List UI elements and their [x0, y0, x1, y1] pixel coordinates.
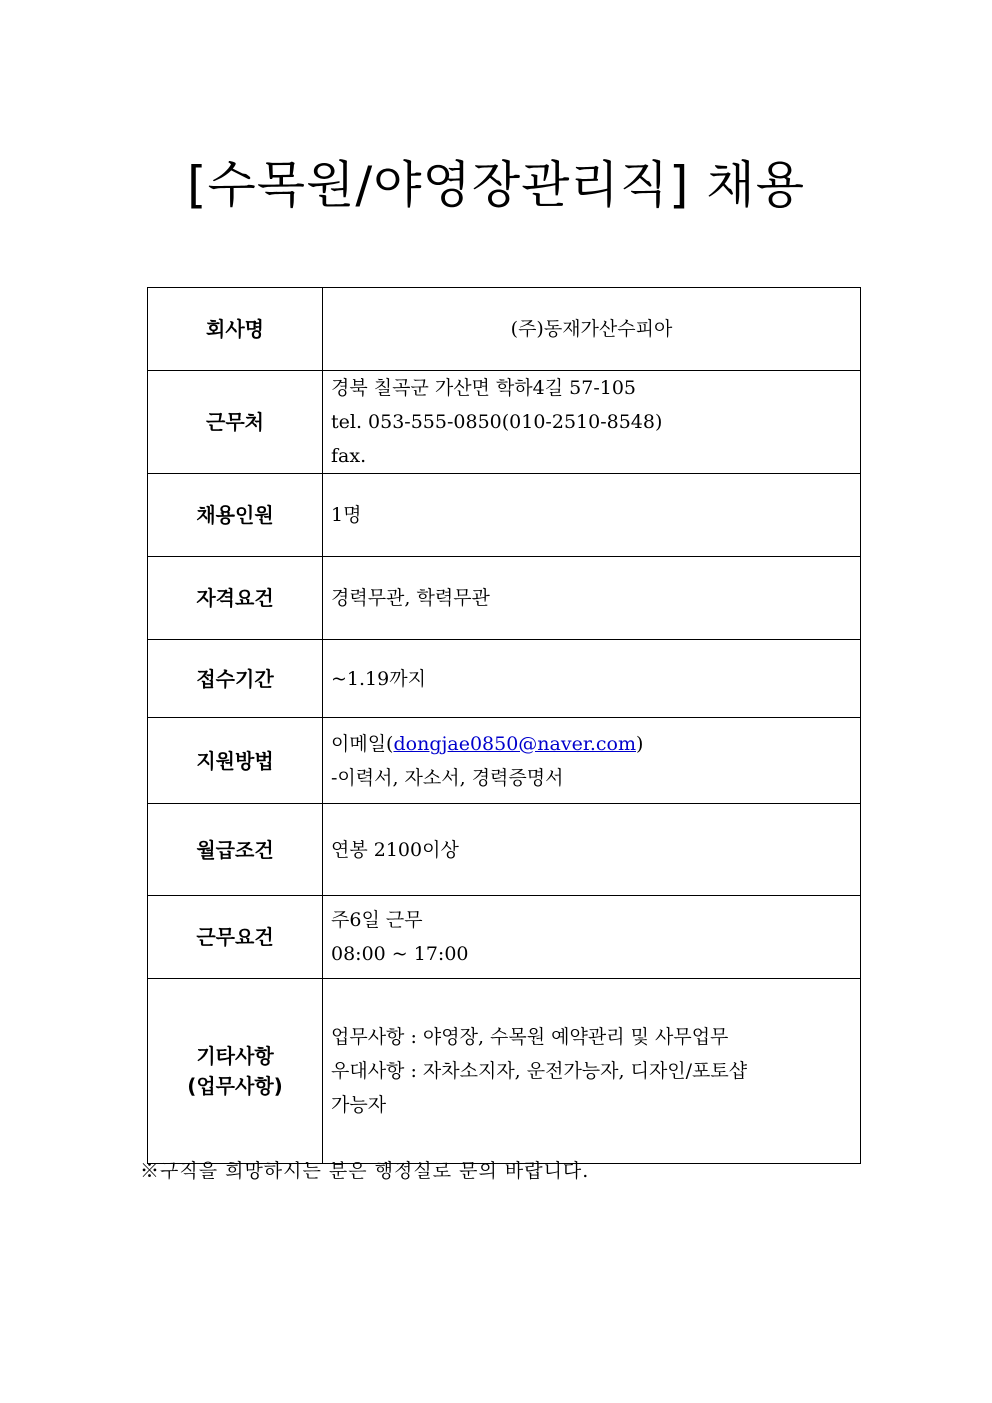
misc-value [323, 979, 861, 1164]
qualification-label: 자격요건 [148, 557, 323, 640]
job-info-table [147, 287, 861, 1164]
workplace-value [323, 371, 861, 474]
apply-documents: -이력서, 자소서, 경력증명서 [331, 766, 564, 789]
salary-label: 월급조건 [148, 804, 323, 896]
table-row [148, 474, 861, 557]
company-label: 회사명 [148, 288, 323, 371]
apply-value [323, 718, 861, 804]
footnote: ※구직을 희망하시는 분은 행정실로 문의 바랍니다. [140, 1160, 590, 1182]
headcount-label: 채용인원 [148, 474, 323, 557]
table-row [148, 640, 861, 718]
page-title: [수목원/야영장관리직] 채용 [186, 156, 806, 214]
apply-email-prefix: 이메일( [331, 732, 394, 755]
table-row [148, 718, 861, 804]
conditions-value [323, 896, 861, 979]
table-row [148, 288, 861, 371]
headcount-value: 1명 [323, 474, 861, 557]
workplace-tel: tel. 053-555-0850(010-2510-8548) [331, 411, 663, 433]
misc-duties: 업무사항 : 야영장, 수목원 예약관리 및 사무업무 [331, 1026, 729, 1048]
misc-label-line1: 기타사항 [196, 1044, 274, 1068]
email-link[interactable]: dongjae0850@naver.com [393, 732, 636, 755]
apply-email-line [331, 727, 852, 761]
misc-label [148, 979, 323, 1164]
company-value: (주)동재가산수피아 [323, 288, 861, 371]
misc-label-line2: (업무사항) [187, 1074, 283, 1098]
workplace-fax: fax. [331, 445, 367, 467]
conditions-days: 주6일 근무 [331, 909, 423, 931]
table-row [148, 804, 861, 896]
table-row [148, 557, 861, 640]
table-row [148, 371, 861, 474]
conditions-label: 근무요건 [148, 896, 323, 979]
workplace-address: 경북 칠곡군 가산면 학하4길 57-105 [331, 377, 637, 399]
conditions-hours: 08:00 ~ 17:00 [331, 943, 469, 965]
period-value: ~1.19까지 [323, 640, 861, 718]
apply-email-suffix: ) [635, 732, 644, 755]
period-label: 접수기간 [148, 640, 323, 718]
misc-preferred-cont: 가능자 [331, 1094, 387, 1116]
table-row [148, 979, 861, 1164]
apply-label: 지원방법 [148, 718, 323, 804]
salary-value: 연봉 2100이상 [323, 804, 861, 896]
qualification-value: 경력무관, 학력무관 [323, 557, 861, 640]
misc-preferred: 우대사항 : 자차소지자, 운전가능자, 디자인/포토샵 [331, 1060, 748, 1082]
workplace-label: 근무처 [148, 371, 323, 474]
table-row [148, 896, 861, 979]
